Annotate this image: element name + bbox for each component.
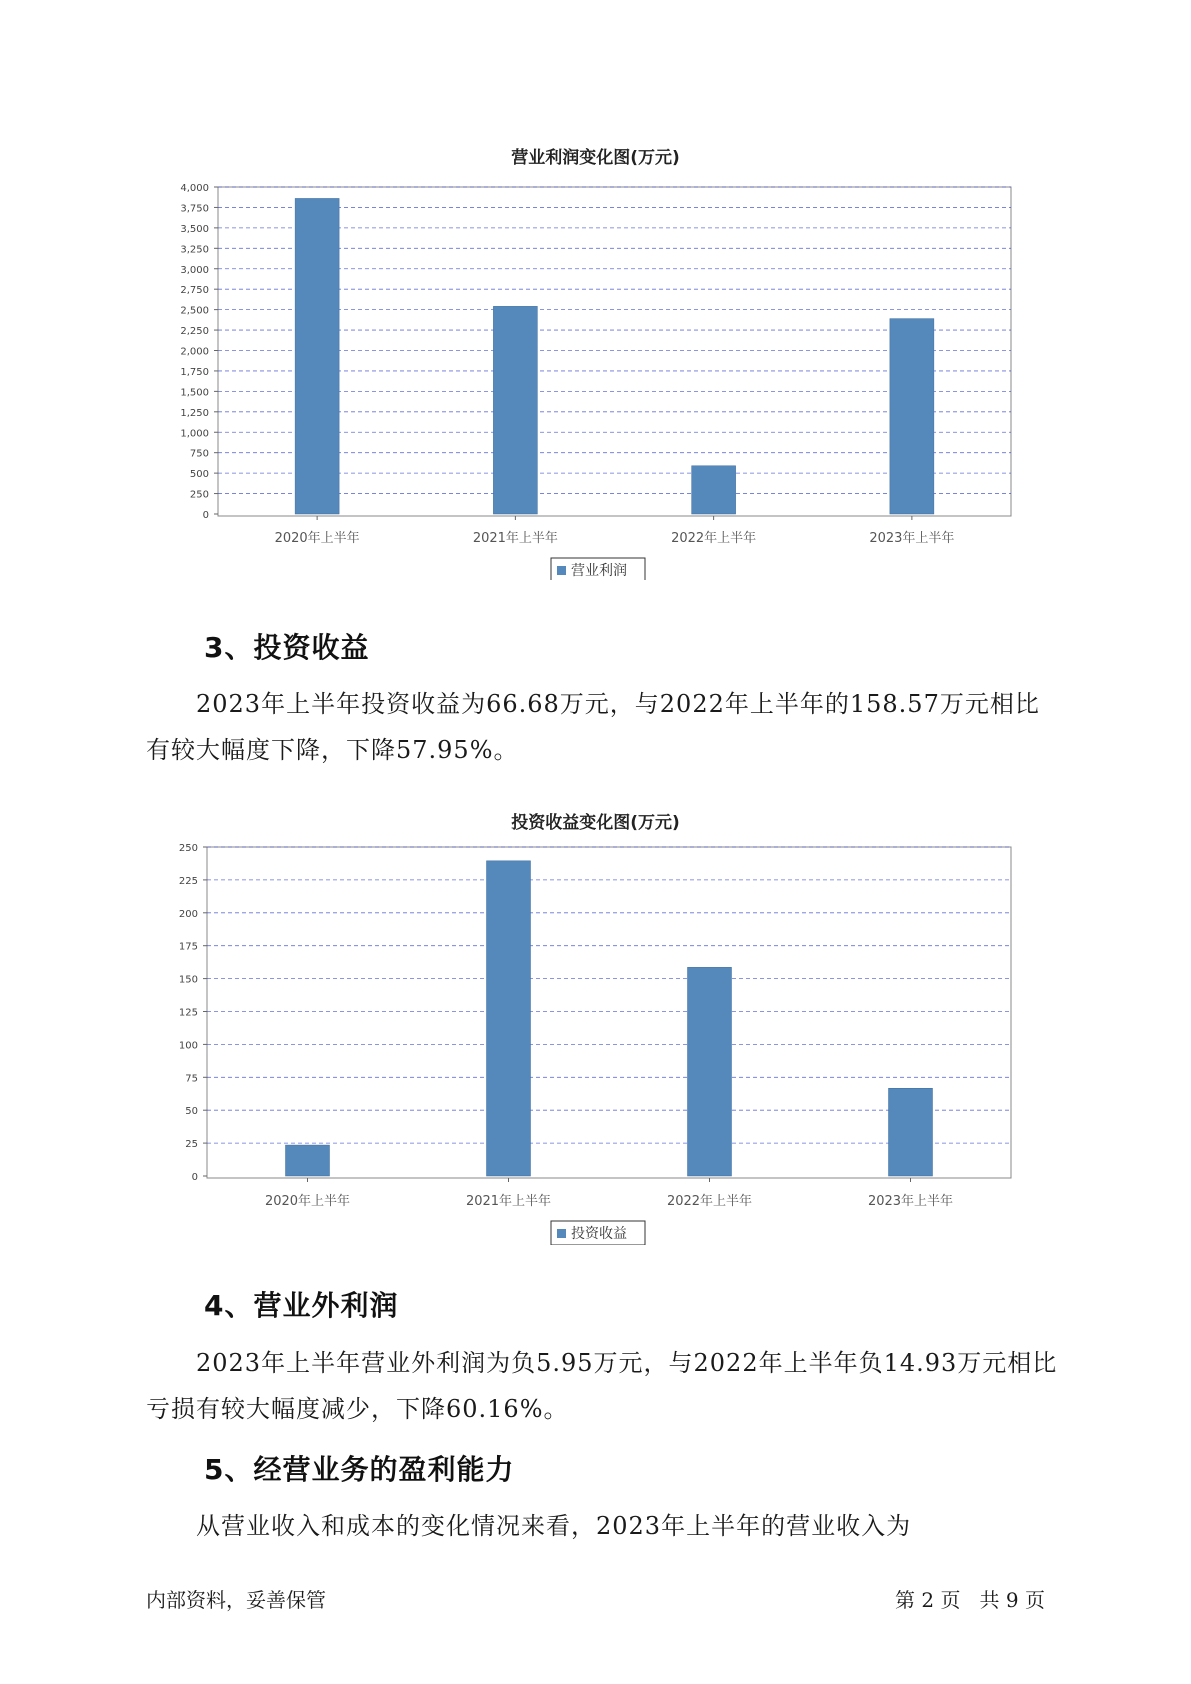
y-tick-label: 2,750 xyxy=(180,285,209,297)
y-tick-label: 250 xyxy=(189,489,209,501)
footer-page-number: 第 2 页 共 9 页 xyxy=(895,1588,1045,1612)
section-heading: 5、经营业务的盈利能力 xyxy=(204,1453,515,1486)
legend xyxy=(551,1221,645,1245)
y-tick-label: 125 xyxy=(178,1007,198,1019)
y-tick-label: 1,750 xyxy=(180,366,209,378)
x-tick-label: 2023年上半年 xyxy=(869,531,955,546)
bar xyxy=(890,319,934,514)
bar xyxy=(688,967,732,1176)
section-heading: 4、营业外利润 xyxy=(204,1289,399,1322)
y-tick-label: 225 xyxy=(178,875,198,887)
x-tick-label: 2021年上半年 xyxy=(465,1194,552,1209)
y-tick-label: 3,000 xyxy=(180,264,209,276)
chart-title: 投资收益变化图(万元) xyxy=(511,813,680,833)
y-tick-label: 500 xyxy=(189,469,209,481)
bar xyxy=(889,1088,933,1176)
y-tick-label: 750 xyxy=(189,448,209,460)
x-tick-label: 2020年上半年 xyxy=(274,531,360,546)
legend xyxy=(551,558,645,580)
y-tick-label: 2,250 xyxy=(180,326,209,338)
x-tick-label: 2022年上半年 xyxy=(671,531,757,546)
operating-profit-chart xyxy=(0,160,1191,580)
bar xyxy=(295,198,339,514)
bar xyxy=(493,306,537,514)
y-tick-label: 3,500 xyxy=(180,223,209,235)
y-tick-label: 3,250 xyxy=(180,244,209,256)
y-tick-label: 1,250 xyxy=(180,407,209,419)
y-tick-label: 175 xyxy=(178,941,198,953)
x-tick-label: 2021年上半年 xyxy=(472,531,558,546)
y-tick-label: 25 xyxy=(185,1139,198,1151)
paragraph: 2023年上半年营业外利润为负5.95万元，与2022年上半年负14.93万元相比亏损有较大幅度减少，下降60.16%。 xyxy=(146,1349,1058,1423)
y-tick-label: 75 xyxy=(185,1073,198,1085)
bar xyxy=(487,861,531,1176)
y-tick-label: 100 xyxy=(178,1040,198,1052)
bar xyxy=(286,1145,330,1176)
paragraph: 2023年上半年投资收益为66.68万元，与2022年上半年的158.57万元相比有较大幅度下降，下降57.95%。 xyxy=(146,690,1040,764)
footer-confidential: 内部资料，妥善保管 xyxy=(146,1588,326,1612)
legend-swatch xyxy=(557,1229,566,1238)
chart-title: 营业利润变化图(万元) xyxy=(511,148,680,168)
y-tick-label: 2,000 xyxy=(180,346,209,358)
y-tick-label: 0 xyxy=(191,1172,198,1183)
legend-label: 投资收益 xyxy=(571,1226,627,1242)
paragraph: 从营业收入和成本的变化情况来看，2023年上半年的营业收入为 xyxy=(196,1512,912,1540)
x-tick-label: 2023年上半年 xyxy=(867,1194,954,1209)
investment-income-chart xyxy=(0,825,1191,1245)
bar xyxy=(692,466,736,514)
y-tick-label: 150 xyxy=(178,974,198,986)
x-tick-label: 2020年上半年 xyxy=(264,1194,351,1209)
y-tick-label: 1,500 xyxy=(180,387,209,399)
x-tick-label: 2022年上半年 xyxy=(666,1194,753,1209)
y-tick-label: 50 xyxy=(185,1106,198,1118)
section-heading: 3、投资收益 xyxy=(204,631,370,664)
y-tick-label: 3,750 xyxy=(180,203,209,215)
y-tick-label: 250 xyxy=(178,843,198,854)
y-tick-label: 4,000 xyxy=(180,183,209,194)
legend-label: 营业利润 xyxy=(571,563,627,579)
y-tick-label: 2,500 xyxy=(180,305,209,317)
legend-swatch xyxy=(557,566,566,575)
y-tick-label: 1,000 xyxy=(180,428,209,440)
y-tick-label: 200 xyxy=(178,908,198,920)
y-tick-label: 0 xyxy=(202,510,209,521)
